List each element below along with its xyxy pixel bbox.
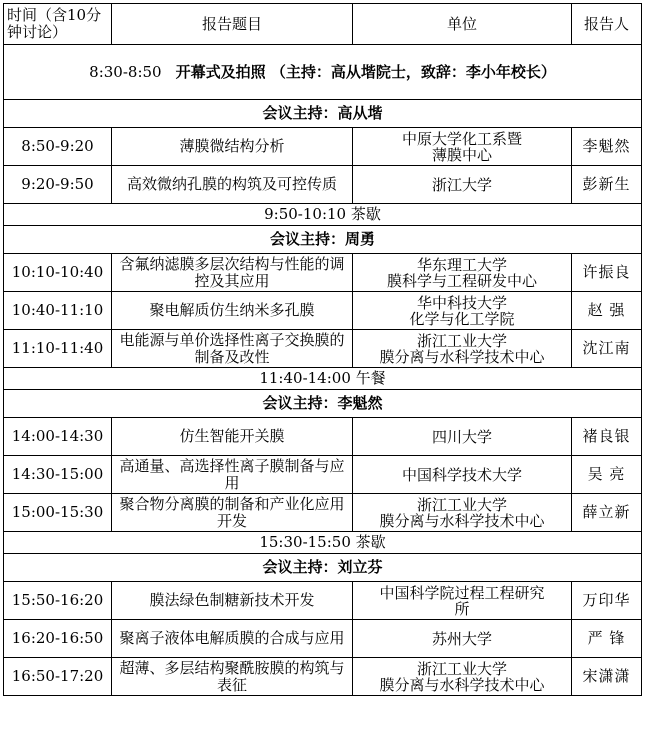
talk-time: 10:10-10:40 xyxy=(4,254,112,292)
talk-row xyxy=(4,292,642,330)
header-time: 时间（含10分钟讨论） xyxy=(4,4,112,45)
talk-speaker: 许振良 xyxy=(572,254,642,292)
talk-row xyxy=(4,418,642,456)
header-org: 单位 xyxy=(353,4,572,45)
talk-org xyxy=(353,166,572,204)
talk-org xyxy=(353,582,572,620)
talk-time: 15:00-15:30 xyxy=(4,494,112,532)
org-line: 苏州大学 xyxy=(431,629,492,648)
org-line: 膜科学与工程研发中心 xyxy=(386,271,537,290)
talk-speaker: 吴 亮 xyxy=(572,456,642,494)
org-line: 中国科学技术大学 xyxy=(401,465,522,484)
break-row xyxy=(4,532,642,554)
talk-title: 薄膜微结构分析 xyxy=(112,128,353,166)
schedule-table xyxy=(3,3,642,696)
talk-title: 膜法绿色制糖新技术开发 xyxy=(112,582,353,620)
org-line: 华中科技大学 xyxy=(416,293,507,312)
talk-row xyxy=(4,494,642,532)
break-cell: 9:50-10:10 茶歇 xyxy=(4,204,642,226)
talk-row xyxy=(4,620,642,658)
talk-row xyxy=(4,128,642,166)
org-line: 华东理工大学 xyxy=(416,255,507,274)
talk-row xyxy=(4,254,642,292)
talk-speaker: 沈江南 xyxy=(572,330,642,368)
chair-row xyxy=(4,554,642,582)
chair-row xyxy=(4,390,642,418)
header-speaker: 报告人 xyxy=(572,4,642,45)
talk-speaker: 赵 强 xyxy=(572,292,642,330)
talk-title: 聚离子液体电解质膜的合成与应用 xyxy=(112,620,353,658)
org-line: 薄膜中心 xyxy=(431,145,492,164)
header-title: 报告题目 xyxy=(112,4,353,45)
talk-title: 高效微纳孔膜的构筑及可控传质 xyxy=(112,166,353,204)
talk-time: 15:50-16:20 xyxy=(4,582,112,620)
chair-row xyxy=(4,100,642,128)
talk-speaker: 李魁然 xyxy=(572,128,642,166)
talk-row xyxy=(4,582,642,620)
talk-row xyxy=(4,166,642,204)
talk-org xyxy=(353,418,572,456)
org-line: 四川大学 xyxy=(431,427,492,446)
chair-cell: 会议主持：高从堦 xyxy=(4,100,642,128)
talk-org xyxy=(353,292,572,330)
talk-time: 11:10-11:40 xyxy=(4,330,112,368)
talk-title: 仿生智能开关膜 xyxy=(112,418,353,456)
talk-title: 超薄、多层结构聚酰胺膜的构筑与表征 xyxy=(112,658,353,696)
talk-speaker: 褚良银 xyxy=(572,418,642,456)
talk-time: 8:50-9:20 xyxy=(4,128,112,166)
org-line: 浙江工业大学 xyxy=(416,331,507,350)
org-line: 所 xyxy=(454,599,470,618)
talk-speaker: 宋潇潇 xyxy=(572,658,642,696)
chair-row xyxy=(4,226,642,254)
chair-cell: 会议主持：周勇 xyxy=(4,226,642,254)
talk-speaker: 万印华 xyxy=(572,582,642,620)
talk-title: 高通量、高选择性离子膜制备与应用 xyxy=(112,456,353,494)
opening-cell xyxy=(4,45,642,100)
schedule-body xyxy=(4,4,642,696)
talk-org xyxy=(353,456,572,494)
talk-speaker: 彭新生 xyxy=(572,166,642,204)
talk-time: 16:20-16:50 xyxy=(4,620,112,658)
talk-org xyxy=(353,254,572,292)
talk-time: 14:00-14:30 xyxy=(4,418,112,456)
talk-org xyxy=(353,494,572,532)
talk-speaker: 严 锋 xyxy=(572,620,642,658)
org-line: 浙江工业大学 xyxy=(416,495,507,514)
break-row xyxy=(4,368,642,390)
talk-title: 含氟纳滤膜多层次结构与性能的调控及其应用 xyxy=(112,254,353,292)
talk-time: 14:30-15:00 xyxy=(4,456,112,494)
org-line: 膜分离与水科学技术中心 xyxy=(379,675,545,694)
talk-time: 16:50-17:20 xyxy=(4,658,112,696)
org-line: 浙江工业大学 xyxy=(416,659,507,678)
header-row xyxy=(4,4,642,45)
talk-title: 电能源与单价选择性离子交换膜的制备及改性 xyxy=(112,330,353,368)
opening-time: 8:30-8:50 xyxy=(89,62,162,81)
break-cell: 11:40-14:00 午餐 xyxy=(4,368,642,390)
chair-cell: 会议主持：李魁然 xyxy=(4,390,642,418)
break-row xyxy=(4,204,642,226)
talk-row xyxy=(4,330,642,368)
talk-org xyxy=(353,620,572,658)
talk-org xyxy=(353,658,572,696)
talk-time: 9:20-9:50 xyxy=(4,166,112,204)
talk-title: 聚合物分离膜的制备和产业化应用开发 xyxy=(112,494,353,532)
org-line: 中原大学化工系暨 xyxy=(401,129,522,148)
talk-time: 10:40-11:10 xyxy=(4,292,112,330)
talk-row xyxy=(4,456,642,494)
chair-cell: 会议主持：刘立芬 xyxy=(4,554,642,582)
org-line: 膜分离与水科学技术中心 xyxy=(379,347,545,366)
talk-title: 聚电解质仿生纳米多孔膜 xyxy=(112,292,353,330)
org-line: 膜分离与水科学技术中心 xyxy=(379,511,545,530)
org-line: 化学与化工学院 xyxy=(409,309,515,328)
opening-row xyxy=(4,45,642,100)
talk-org xyxy=(353,128,572,166)
opening-text: 开幕式及拍照 （主持：高从堦院士，致辞：李小年校长） xyxy=(175,62,556,81)
talk-row xyxy=(4,658,642,696)
talk-speaker: 薛立新 xyxy=(572,494,642,532)
break-cell: 15:30-15:50 茶歇 xyxy=(4,532,642,554)
org-line: 浙江大学 xyxy=(431,175,492,194)
talk-org xyxy=(353,330,572,368)
org-line: 中国科学院过程工程研究 xyxy=(379,583,545,602)
